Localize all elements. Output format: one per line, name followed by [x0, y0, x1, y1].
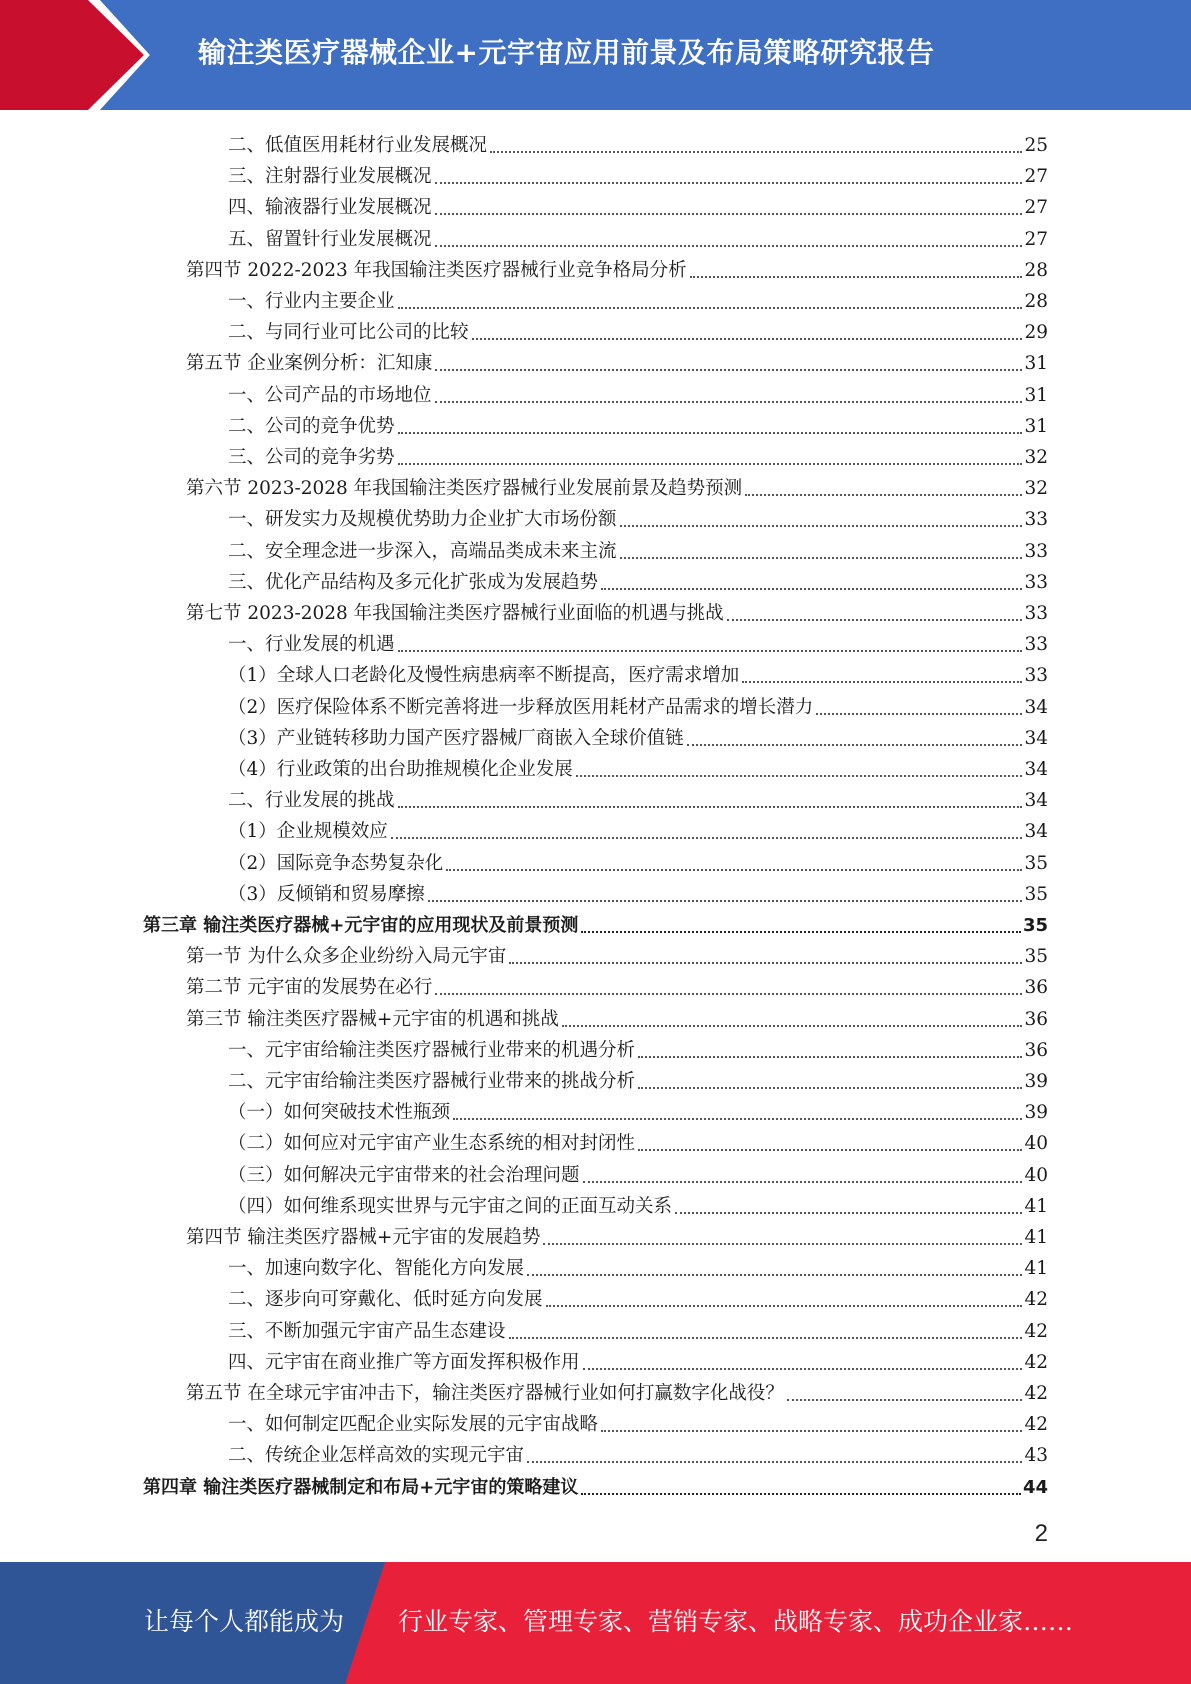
toc-entry-page: 40: [1024, 1133, 1048, 1155]
header-arrow-decoration: [0, 0, 150, 110]
toc-entry-title: 一、行业发展的机遇: [228, 634, 395, 656]
toc-leader-dots: [816, 713, 1022, 715]
toc-entry-title: （1）全球人口老龄化及慢性病患病率不断提高，医疗需求增加: [228, 665, 740, 687]
toc-leader-dots: [446, 869, 1022, 871]
toc-leader-dots: [435, 245, 1023, 247]
toc-entry-page: 42: [1024, 1414, 1048, 1436]
toc-entry[interactable]: [228, 1314, 1048, 1345]
toc-leader-dots: [787, 1399, 1023, 1401]
toc-entry-title: （三）如何解决元宇宙带来的社会治理问题: [228, 1164, 580, 1186]
toc-leader-dots: [583, 1368, 1023, 1370]
toc-entry[interactable]: [186, 253, 1048, 284]
footer-slogan-right: 行业专家、管理专家、营销专家、战略专家、成功企业家……: [398, 1607, 1074, 1636]
toc-leader-dots: [391, 837, 1023, 839]
toc-leader-dots: [435, 993, 1022, 995]
toc-entry-title: （3）产业链转移助力国产医疗器械厂商嵌入全球价值链: [228, 727, 684, 749]
toc-leader-dots: [620, 525, 1023, 527]
toc-entry-title: 三、公司的竞争劣势: [228, 447, 395, 468]
toc-entry-title: 三、注射器行业发展概况: [228, 166, 432, 188]
toc-leader-dots: [583, 1181, 1023, 1183]
toc-entry[interactable]: [228, 721, 1048, 752]
toc-entry-title: （2）医疗保险体系不断完善将进一步释放医用耗材产品需求的增长潜力: [228, 696, 814, 718]
toc-leader-dots: [435, 369, 1022, 371]
toc-entry[interactable]: [228, 222, 1048, 253]
toc-entry-page: 34: [1024, 821, 1048, 843]
toc-leader-dots: [428, 900, 1023, 902]
toc-entry[interactable]: [228, 690, 1048, 721]
toc-entry[interactable]: [228, 284, 1048, 315]
toc-leader-dots: [435, 182, 1023, 184]
toc-entry-title: 一、元宇宙给输注类医疗器械行业带来的机遇分析: [228, 1039, 636, 1061]
toc-entry-page: 41: [1024, 1227, 1048, 1248]
toc-entry[interactable]: [228, 502, 1048, 533]
toc-leader-dots: [398, 650, 1023, 652]
toc-entry[interactable]: [186, 1002, 1048, 1033]
toc-entry-page: 33: [1024, 540, 1048, 562]
toc-entry[interactable]: [228, 409, 1048, 440]
toc-leader-dots: [620, 557, 1023, 559]
toc-entry[interactable]: [228, 658, 1048, 689]
toc-leader-dots: [435, 401, 1023, 403]
toc-leader-dots: [638, 1087, 1022, 1089]
toc-entry-title: 一、公司产品的市场地位: [228, 384, 432, 406]
toc-leader-dots: [398, 806, 1023, 808]
toc-entry-title: 第四章 输注类医疗器械制定和布局+元宇宙的策略建议: [143, 1476, 579, 1498]
toc-leader-dots: [727, 619, 1023, 621]
toc-entry-page: 31: [1024, 353, 1048, 375]
toc-entry-title: 第一节 为什么众多企业纷纷入局元宇宙: [186, 946, 507, 968]
page-footer: [0, 1562, 1191, 1684]
toc-entry-page: 42: [1024, 1289, 1048, 1311]
toc-entry-title: （一）如何突破技术性瓶颈: [228, 1102, 451, 1124]
toc-entry-page: 35: [1024, 852, 1048, 874]
toc-entry-title: 二、元宇宙给输注类医疗器械行业带来的挑战分析: [228, 1071, 636, 1092]
toc-entry-page: 28: [1024, 291, 1048, 312]
toc-entry[interactable]: [186, 596, 1048, 627]
toc-leader-dots: [527, 1461, 1022, 1463]
toc-entry-page: 42: [1024, 1383, 1048, 1404]
toc-leader-dots: [581, 1493, 1021, 1495]
toc-entry[interactable]: [228, 190, 1048, 221]
toc-entry-title: 第二节 元宇宙的发展势在必行: [186, 977, 433, 999]
toc-entry[interactable]: [186, 471, 1048, 502]
toc-leader-dots: [509, 1337, 1023, 1339]
toc-entry-title: 二、低值医用耗材行业发展概况: [228, 135, 488, 156]
toc-entry-title: 一、如何制定匹配企业实际发展的元宇宙战略: [228, 1414, 599, 1436]
toc-entry-page: 31: [1024, 415, 1048, 437]
toc-entry[interactable]: [228, 1282, 1048, 1313]
toc-entry-title: （2）国际竞争态势复杂化: [228, 852, 444, 874]
toc-entry-title: 二、传统企业怎样高效的实现元宇宙: [228, 1445, 525, 1467]
toc-entry-title: 第六节 2023-2028 年我国输注类医疗器械行业发展前景及趋势预测: [186, 478, 743, 500]
toc-leader-dots: [527, 1274, 1022, 1276]
toc-entry-title: 第四节 2022-2023 年我国输注类医疗器械行业竞争格局分析: [186, 259, 687, 281]
toc-entry[interactable]: [228, 440, 1048, 471]
toc-entry[interactable]: [228, 877, 1048, 908]
toc-leader-dots: [638, 1056, 1022, 1058]
toc-entry-page: 35: [1022, 915, 1048, 936]
toc-entry[interactable]: [228, 1189, 1048, 1220]
toc-leader-dots: [490, 151, 1022, 153]
toc-entry-page: 36: [1024, 1008, 1048, 1030]
toc-entry-title: 一、行业内主要企业: [228, 291, 395, 312]
toc-entry-page: 34: [1024, 759, 1048, 780]
toc-leader-dots: [687, 744, 1023, 746]
toc-entry-title: （4）行业政策的出台助推规模化企业发展: [228, 759, 573, 780]
toc-entry-page: 43: [1024, 1445, 1048, 1467]
toc-entry[interactable]: [228, 128, 1048, 159]
toc-entry[interactable]: [228, 378, 1048, 409]
toc-entry-page: 27: [1024, 166, 1048, 188]
toc-entry-title: 第四节 输注类医疗器械+元宇宙的发展趋势: [186, 1227, 541, 1248]
page-header: [0, 0, 1191, 110]
toc-leader-dots: [398, 432, 1023, 434]
toc-entry-title: 四、输液器行业发展概况: [228, 197, 432, 219]
toc-leader-dots: [638, 1149, 1022, 1151]
toc-entry-page: 27: [1024, 197, 1048, 219]
toc-entry-page: 36: [1024, 977, 1048, 999]
toc-leader-dots: [742, 681, 1022, 683]
toc-entry-title: 二、逐步向可穿戴化、低时延方向发展: [228, 1289, 543, 1311]
toc-entry[interactable]: [228, 783, 1048, 814]
toc-leader-dots: [675, 1212, 1022, 1214]
toc-entry[interactable]: [228, 1095, 1048, 1126]
toc-entry-page: 33: [1024, 603, 1048, 624]
toc-entry-page: 32: [1024, 447, 1048, 468]
toc-entry-title: 五、留置针行业发展概况: [228, 228, 432, 250]
toc-entry-title: 三、优化产品结构及多元化扩张成为发展趋势: [228, 571, 599, 593]
toc-leader-dots: [576, 775, 1023, 777]
toc-leader-dots: [435, 213, 1023, 215]
toc-leader-dots: [745, 494, 1022, 496]
toc-entry-title: 二、行业发展的挑战: [228, 790, 395, 812]
toc-entry-page: 34: [1024, 727, 1048, 749]
toc-leader-dots: [690, 276, 1023, 278]
toc-leader-dots: [509, 962, 1022, 964]
toc-entry[interactable]: [228, 1438, 1048, 1469]
toc-entry-title: 第七节 2023-2028 年我国输注类医疗器械行业面临的机遇与挑战: [186, 603, 724, 624]
toc-entry[interactable]: [228, 846, 1048, 877]
toc-entry-title: 一、研发实力及规模优势助力企业扩大市场份额: [228, 509, 617, 531]
toc-entry[interactable]: [228, 814, 1048, 845]
toc-entry[interactable]: [228, 1033, 1048, 1064]
toc-leader-dots: [601, 1430, 1022, 1432]
toc-entry-page: 25: [1024, 135, 1048, 156]
toc-entry-page: 40: [1024, 1164, 1048, 1186]
toc-entry-page: 44: [1022, 1476, 1048, 1498]
toc-entry-title: 第五节 企业案例分析：汇知康: [186, 353, 433, 375]
toc-entry-title: 二、公司的竞争优势: [228, 415, 395, 437]
toc-entry[interactable]: [228, 1251, 1048, 1282]
toc-entry[interactable]: [228, 627, 1048, 658]
toc-entry-page: 41: [1024, 1258, 1048, 1280]
toc-entry-page: 33: [1024, 571, 1048, 593]
toc-entry-title: （二）如何应对元宇宙产业生态系统的相对封闭性: [228, 1133, 636, 1155]
toc-entry[interactable]: [186, 939, 1048, 970]
toc-entry-page: 33: [1024, 509, 1048, 531]
toc-entry[interactable]: [228, 752, 1048, 783]
page-number: 2: [1034, 1520, 1048, 1547]
toc-leader-dots: [398, 463, 1023, 465]
toc-chapter-entry[interactable]: [143, 908, 1048, 939]
toc-entry-title: （3）反倾销和贸易摩擦: [228, 883, 425, 905]
toc-entry-page: 33: [1024, 634, 1048, 656]
toc-entry[interactable]: [186, 970, 1048, 1001]
toc-leader-dots: [601, 588, 1022, 590]
toc-entry-page: 28: [1024, 259, 1048, 281]
toc-entry[interactable]: [228, 1407, 1048, 1438]
toc-chapter-entry[interactable]: [143, 1470, 1048, 1501]
toc-leader-dots: [562, 1025, 1023, 1027]
toc-entry-title: 一、加速向数字化、智能化方向发展: [228, 1258, 525, 1280]
toc-entry-page: 39: [1024, 1071, 1048, 1092]
toc-entry[interactable]: [186, 346, 1048, 377]
toc-entry-page: 27: [1024, 228, 1048, 250]
toc-leader-dots: [543, 1243, 1022, 1245]
toc-entry[interactable]: [228, 315, 1048, 346]
toc-entry[interactable]: [228, 1064, 1048, 1095]
toc-entry-page: 39: [1024, 1102, 1048, 1124]
toc-entry-title: 二、安全理念进一步深入，高端品类成未来主流: [228, 540, 617, 562]
toc-leader-dots: [398, 307, 1023, 309]
toc-entry-page: 35: [1024, 883, 1048, 905]
toc-entry-title: 三、不断加强元宇宙产品生态建设: [228, 1320, 506, 1342]
toc-entry-page: 34: [1024, 790, 1048, 812]
report-title: 输注类医疗器械企业+元宇宙应用前景及布局策略研究报告: [198, 36, 935, 69]
toc-leader-dots: [581, 931, 1021, 933]
toc-entry[interactable]: [186, 1220, 1048, 1251]
toc-entry-page: 33: [1024, 665, 1048, 687]
toc-entry-page: 31: [1024, 384, 1048, 406]
toc-entry[interactable]: [228, 534, 1048, 565]
toc-entry[interactable]: [228, 1345, 1048, 1376]
footer-slogan-left: 让每个人都能成为: [144, 1607, 345, 1636]
toc-leader-dots: [453, 1118, 1022, 1120]
toc-entry[interactable]: [228, 159, 1048, 190]
toc-entry-title: 四、元宇宙在商业推广等方面发挥积极作用: [228, 1351, 580, 1373]
toc-leader-dots: [472, 338, 1023, 340]
toc-entry-title: 第三章 输注类医疗器械+元宇宙的应用现状及前景预测: [143, 915, 579, 936]
toc-entry[interactable]: [186, 1376, 1048, 1407]
toc-entry-page: 32: [1024, 478, 1048, 500]
toc-entry-page: 36: [1024, 1039, 1048, 1061]
toc-entry-page: 42: [1024, 1351, 1048, 1373]
toc-entry-title: （1）企业规模效应: [228, 821, 388, 843]
toc-entry-title: 第三节 输注类医疗器械+元宇宙的机遇和挑战: [186, 1008, 559, 1030]
toc-entry-page: 41: [1024, 1195, 1048, 1217]
toc-entry-page: 42: [1024, 1320, 1048, 1342]
toc-entry-title: 二、与同行业可比公司的比较: [228, 322, 469, 344]
toc-entry-title: （四）如何维系现实世界与元宇宙之间的正面互动关系: [228, 1195, 673, 1217]
toc-entry-page: 29: [1024, 322, 1048, 344]
toc-leader-dots: [546, 1305, 1023, 1307]
toc-entry-page: 35: [1024, 946, 1048, 968]
toc-entry[interactable]: [228, 565, 1048, 596]
toc-entry[interactable]: [228, 1126, 1048, 1157]
toc-entry-page: 34: [1024, 696, 1048, 718]
toc-entry-title: 第五节 在全球元宇宙冲击下，输注类医疗器械行业如何打赢数字化战役？: [186, 1383, 784, 1404]
toc-entry[interactable]: [228, 1158, 1048, 1189]
